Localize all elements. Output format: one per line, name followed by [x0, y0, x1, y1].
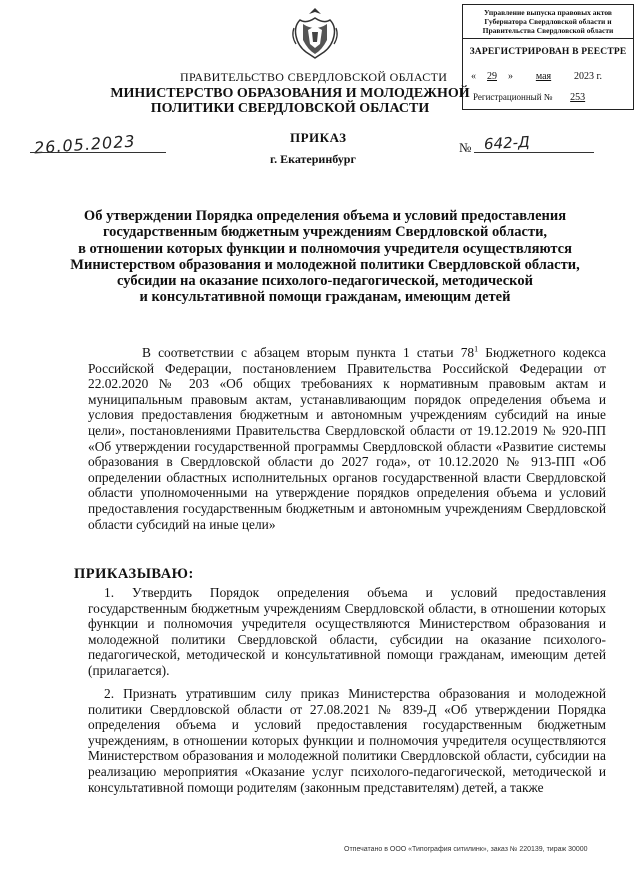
registration-stamp — [462, 4, 634, 110]
date-underline — [30, 152, 166, 153]
article-superscript: 1 — [474, 344, 479, 354]
handwritten-number: 642-Д — [483, 132, 531, 154]
document-type: ПРИКАЗ — [290, 130, 347, 145]
registration-month: мая — [535, 71, 552, 82]
clause-2: 2. Признать утратившим силу приказ Министерства образования и молодежной политики Свердловской области от 27.08.2021 № 839-Д «Об утверждении Порядка определения объема и условий предоставления государственным бюджетным учреждениям, в отношении которых функции и полномочия учредителя осуществляются Министерством образования и молодежной политики Свердловской области, субсидии на реализацию мероприятия «Оказание услуг психолого-педагогической, методической и консультативной помощи родителям (законным представителям) детей, а также — [88, 686, 606, 795]
number-label: № — [459, 140, 472, 155]
title-line: в отношении которых функции и полномочия учредителя осуществляются — [78, 240, 572, 257]
government-name: ПРАВИТЕЛЬСТВО СВЕРДЛОВСКОЙ ОБЛАСТИ — [180, 70, 448, 84]
handwritten-date: 26.05.2023 — [33, 131, 137, 158]
registration-year: 2023 — [574, 71, 594, 82]
title-line: государственным бюджетным учреждениям Свердловской области, — [102, 224, 548, 241]
registration-number-value: 253 — [570, 92, 586, 103]
print-footer: Отпечатано в ООО «Типография ситилинк», заказ № 220139, тираж 30000 — [344, 846, 588, 853]
registration-authority: Управление выпуска правовых актов Губернатора Свердловской области и Правительства Свердловской области — [463, 5, 633, 39]
registration-date: « 29 » мая 2023 г. — [471, 71, 602, 82]
title-line: Об утверждении Порядка определения объема и условий предоставления — [83, 208, 567, 224]
preamble-paragraph: В соответствии с абзацем вторым пункта 1 статьи $78^1$ Бюджетного кодекса Российской Федерации, постановлением Правительства Российской Федерации от 22.02.2020 № 203 «Об общих требованиях к нормативным правовым актам и муниципальным правовым актам, устанавливающим порядок определения объема и условия предоставления бюджетным и автономным учреждениям субсидий на иные цели», постановлениями Правительства Свердловской области от 19.12.2019 № 920-ПП «Об утверждении государственной программы Свердловской области «Развитие системы образования в Свердловской области до 2027 года», от 10.12.2020 № 913-ПП «Об определении областных исполнительных органов государственной власти Свердловской области уполномоченными на утверждение порядков определения объема и условий предоставления государственным бюджетным и автономным учреждениям Свердловской области субсидий на иные цели» — [88, 344, 606, 532]
clause-1: 1. Утвердить Порядок определения объема и условий предоставления государственным бюджетным учреждениям Свердловской области, в отношении которых функции и полномочия учредителя осуществляются Министерством образования и молодежной политики Свердловской области, субсидии на оказание психолого-педагогической, методической и консультативной помощи гражданам, имеющим детей (прилагается). — [88, 585, 606, 678]
title-line: субсидии на оказание психолого-педагогической, методической — [117, 273, 533, 290]
city-name: г. Екатеринбург — [270, 152, 356, 166]
registration-day: 29 — [487, 71, 497, 82]
number-underline — [474, 152, 594, 153]
document-title — [70, 208, 580, 306]
order-directive: ПРИКАЗЫВАЮ: — [74, 566, 194, 582]
title-line: и консультативной помощи гражданам, имеющим детей — [139, 289, 511, 306]
title-line: Министерством образования и молодежной политики Свердловской области, — [70, 256, 580, 273]
registration-number: Регистрационный № 253 — [463, 92, 633, 103]
registration-title: ЗАРЕГИСТРИРОВАН В РЕЕСТРЕ — [469, 47, 627, 57]
ministry-name: МИНИСТЕРСТВО ОБРАЗОВАНИЯ И МОЛОДЕЖНОЙ ПОЛИТИКИ СВЕРДЛОВСКОЙ ОБЛАСТИ — [110, 86, 470, 116]
coat-of-arms-emblem — [290, 6, 340, 62]
